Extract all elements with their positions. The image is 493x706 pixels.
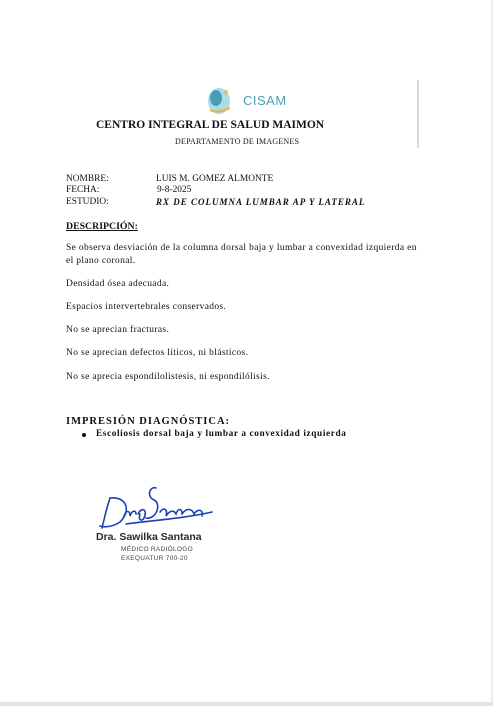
study-label: ESTUDIO: <box>66 197 109 207</box>
impression-title: IMPRESIÓN DIAGNÓSTICA: <box>66 416 231 427</box>
finding-paragraph: Espacios intervertebrales conservados. <box>66 302 227 312</box>
bullet-icon <box>82 433 86 437</box>
signer-role: MÉDICO RADIÓLOGO <box>121 546 193 553</box>
finding-paragraph: Se observa desviación de la columna dorsal baja y lumbar a convexidad izquierda en el plano coronal. <box>66 243 417 266</box>
handwritten-signature <box>96 480 216 532</box>
organization-title: CENTRO INTEGRAL DE SALUD MAIMON <box>96 119 325 131</box>
study-value: RX DE COLUMNA LUMBAR AP Y LATERAL <box>156 197 366 207</box>
name-value: LUIS M. GOMEZ ALMONTE <box>156 174 274 184</box>
finding-paragraph: Densidad ósea adecuada. <box>66 279 170 289</box>
finding-paragraph: No se aprecia espondilolistesis, ni espondilólisis. <box>66 372 270 382</box>
finding-paragraph: No se aprecian fracturas. <box>66 325 170 335</box>
finding-paragraph: No se aprecian defectos líticos, ni blásticos. <box>66 348 249 358</box>
date-label: FECHA: <box>66 185 100 195</box>
name-label: NOMBRE: <box>66 174 109 184</box>
department-name: DEPARTAMENTO DE IMAGENES <box>175 137 300 146</box>
date-value: 9-8-2025 <box>157 185 192 195</box>
signer-name: Dra. Sawilka Santana <box>96 531 202 543</box>
description-title: DESCRIPCIÓN: <box>66 221 138 232</box>
page-edge-bottom <box>0 702 493 706</box>
signer-exequatur: EXEQUATUR 700-20 <box>121 555 188 562</box>
margin-rule <box>417 80 419 148</box>
impression-item: Escoliosis dorsal baja y lumbar a convexidad izquierda <box>96 429 347 439</box>
logo-text: CISAM <box>243 93 287 108</box>
